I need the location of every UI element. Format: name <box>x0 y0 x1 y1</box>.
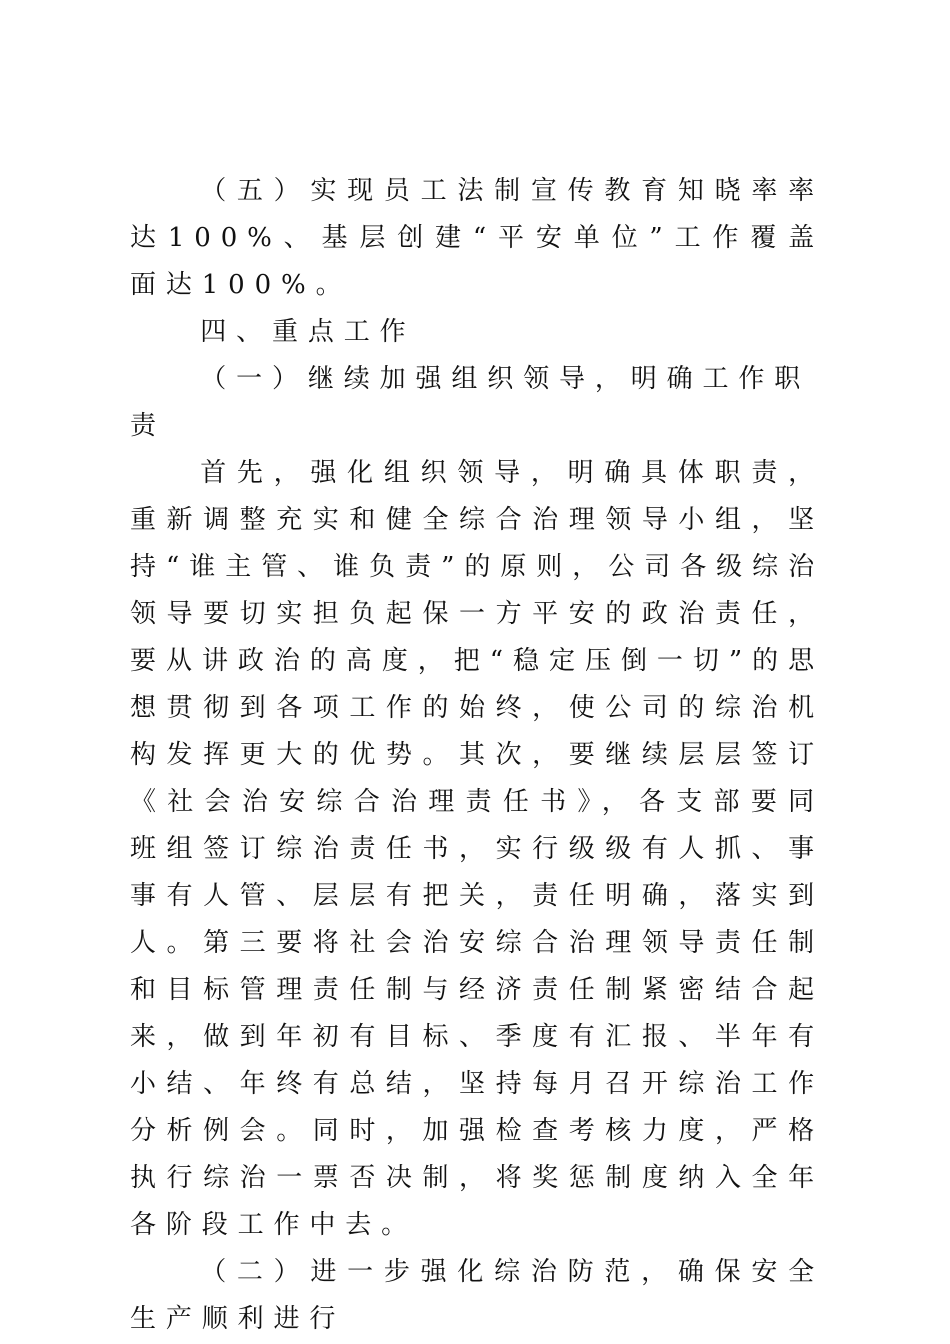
subsection-heading-prevention: （二）进一步强化综治防范，确保安全生产顺利进行 <box>130 1257 824 1334</box>
subsection-heading-leadership: （一）继续加强组织领导，明确工作职责 <box>130 364 811 441</box>
document-body <box>130 168 824 1343</box>
section-heading-key-work: 四、重点工作 <box>200 317 416 347</box>
paragraph-goal-five: （五）实现员工法制宣传教育知晓率率达100%、基层创建“平安单位”工作覆盖面达100%。 <box>130 176 824 300</box>
paragraph-leadership-body: 首先，强化组织领导，明确具体职责，重新调整充实和健全综合治理领导小组，坚持“谁主管、谁负责”的原则，公司各级综治领导要切实担负起保一方平安的政治责任，要从讲政治的高度，把“稳定压倒一切”的思想贯彻到各项工作的始终，使公司的综治机构发挥更大的优势。其次，要继续层层签订《社会治安综合治理责任书》，各支部要同班组签订综治责任书，实行级级有人抓、事事有人管、层层有把关，责任明确，落实到人。第三要将社会治安综合治理领导责任制和目标管理责任制与经济责任制紧密结合起来，做到年初有目标、季度有汇报、半年有小结、年终有总结，坚持每月召开综治工作分析例会。同时，加强检查考核力度，严格执行综治一票否决制，将奖惩制度纳入全年各阶段工作中去。 <box>130 458 824 1240</box>
